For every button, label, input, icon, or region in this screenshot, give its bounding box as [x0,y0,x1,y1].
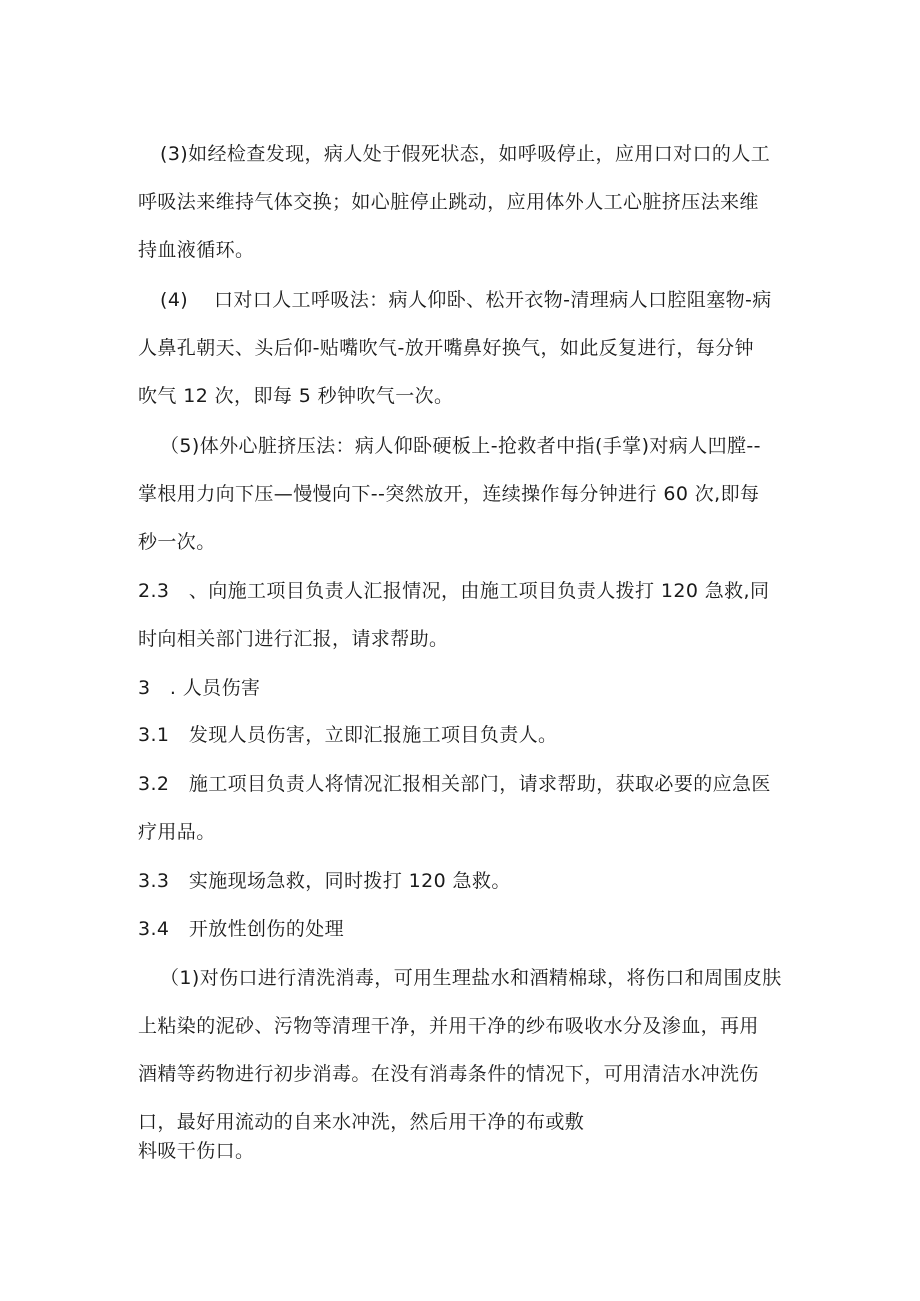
section-3-3-line-1: 3.3 实施现场急救，同时拨打 120 急救。 [138,870,511,892]
section-2-3-line-2: 时向相关部门进行汇报，请求帮助。 [138,628,449,650]
section-3-1-line-1: 3.1 发现人员伤害，立即汇报施工项目负责人。 [138,724,558,746]
paragraph-3-line-3: 持血液循环。 [138,239,255,261]
paragraph-3-line-2: 呼吸法来维持气体交换；如心脏停止跳动，应用体外人工心脏挤压法来维 [138,191,759,213]
section-3-heading: 3 . 人员伤害 [138,677,261,699]
paragraph-1-line-3: 酒精等药物进行初步消毒。在没有消毒条件的情况下，可用清洁水冲洗伤 [138,1063,759,1085]
paragraph-1-line-2: 上粘染的泥砂、污物等清理干净，并用干净的纱布吸收水分及渗血，再用 [138,1015,759,1037]
section-3-2-line-1: 3.2 施工项目负责人将情况汇报相关部门，请求帮助，获取必要的应急医 [138,773,771,795]
paragraph-5-line-1: （5)体外心脏挤压法：病人仰卧硬板上-抢救者中指(手掌)对病人凹膛-- [160,435,761,457]
paragraph-4-line-3: 吹气 12 次，即每 5 秒钟吹气一次。 [138,385,454,407]
paragraph-1-line-5: 料吸干伤口。 [138,1140,255,1162]
section-2-3-line-1: 2.3 、向施工项目负责人汇报情况，由施工项目负责人拨打 120 急救,同 [138,580,770,602]
paragraph-1-line-1: （1)对伤口进行清洗消毒，可用生理盐水和酒精棉球，将伤口和周围皮肤 [160,967,782,989]
paragraph-3-line-1: (3)如经检查发现，病人处于假死状态，如呼吸停止，应用口对口的人工 [160,143,771,165]
paragraph-5-line-3: 秒一次。 [138,531,216,553]
section-3-2-line-2: 疗用品。 [138,821,216,843]
section-3-4-heading: 3.4 开放性创伤的处理 [138,918,345,940]
paragraph-4-line-2: 人鼻孔朝天、头后仰-贴嘴吹气-放开嘴鼻好换气，如此反复进行，每分钟 [138,337,754,359]
paragraph-5-line-2: 掌根用力向下压—慢慢向下--突然放开，连续操作每分钟进行 60 次,即每 [138,483,760,505]
paragraph-4-line-1: (4) 口对口人工呼吸法：病人仰卧、松开衣物-清理病人口腔阻塞物-病 [160,289,772,311]
paragraph-1-line-4: 口，最好用流动的自来水冲洗，然后用干净的布或敷 [138,1111,585,1133]
